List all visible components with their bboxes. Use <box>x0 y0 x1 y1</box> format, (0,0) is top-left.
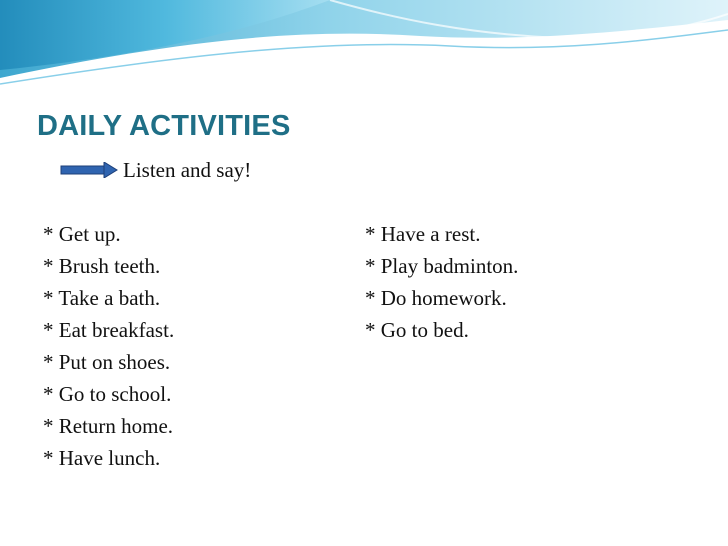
list-item: * Return home. <box>43 414 174 438</box>
list-item: * Have lunch. <box>43 446 161 470</box>
instruction-text: Listen and say! <box>123 157 252 182</box>
instruction-row <box>60 155 251 185</box>
list-item: * Play badminton. <box>365 254 519 278</box>
list-item: * Go to bed. <box>365 318 469 342</box>
list-item: * Take a bath. <box>43 286 161 310</box>
decorative-wave-banner <box>0 0 728 100</box>
list-item: * Have a rest. <box>365 222 481 246</box>
right-arrow-icon <box>60 162 118 178</box>
list-item: * Go to school. <box>43 382 172 406</box>
activity-list-left <box>43 218 174 474</box>
list-item: * Put on shoes. <box>43 350 171 374</box>
list-item: * Do homework. <box>365 286 507 310</box>
activity-list-right <box>365 218 518 346</box>
slide-title: DAILY ACTIVITIES <box>37 110 291 142</box>
list-item: * Brush teeth. <box>43 254 161 278</box>
list-item: * Get up. <box>43 222 121 246</box>
list-item: * Eat breakfast. <box>43 318 175 342</box>
